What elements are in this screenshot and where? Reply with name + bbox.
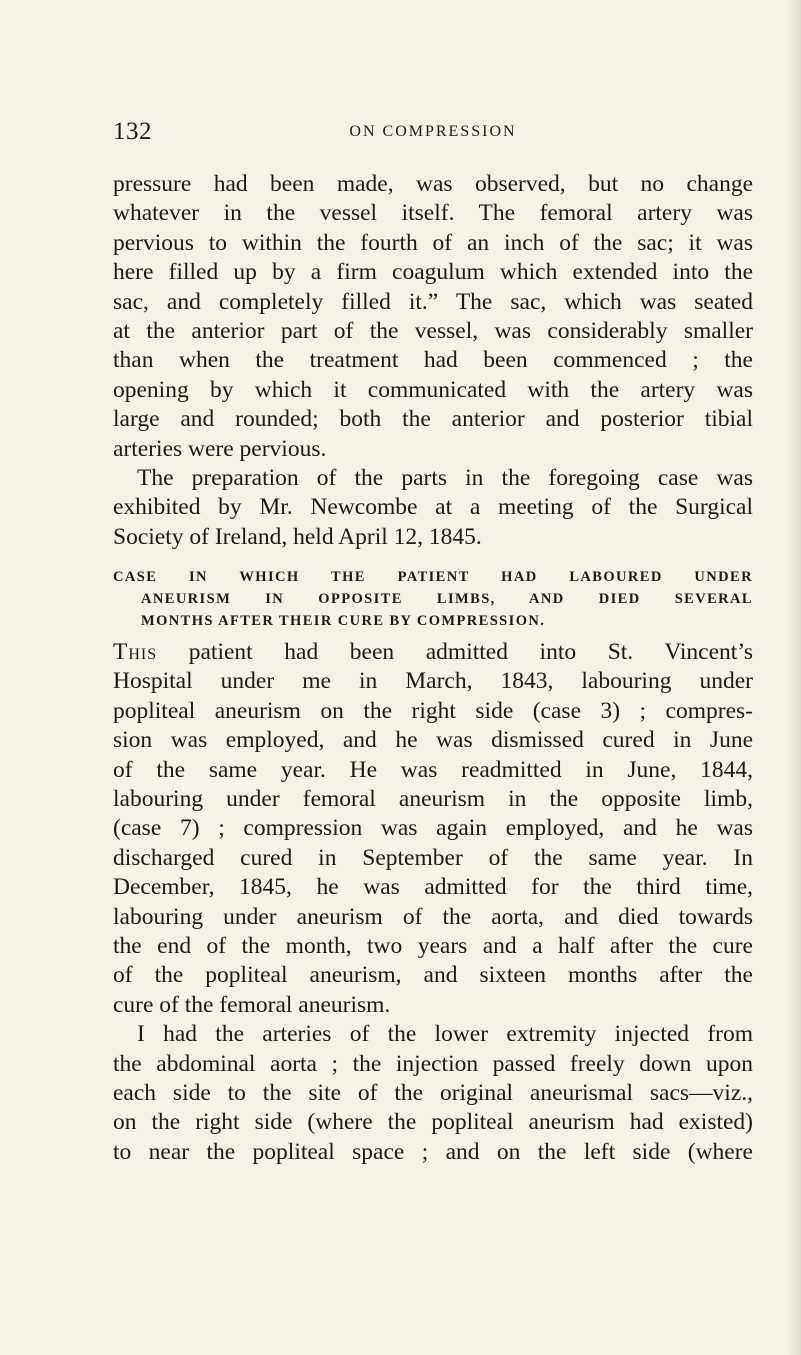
text-line: pervious to within the fourth of an inch of the sac; it was xyxy=(113,229,753,256)
text-line: The preparation of the parts in the foregoing case was xyxy=(137,464,753,491)
text-line: sion was employed, and he was dismissed cured in June xyxy=(113,727,753,754)
text-line: labouring under aneurism of the aorta, and died towards xyxy=(113,903,753,930)
text-line: labouring under femoral aneurism in the opposite limb, xyxy=(113,786,753,813)
text-line: whatever in the vessel itself. The femoral artery was xyxy=(113,200,753,227)
text-line: exhibited by Mr. Newcombe at a meeting of the Surgical xyxy=(113,494,753,521)
body-text xyxy=(113,170,753,1167)
case-heading xyxy=(113,566,753,632)
text-line: of the popliteal aneurism, and sixteen months after the xyxy=(113,962,753,989)
page-edge-shadow xyxy=(787,0,801,1355)
text-line: here filled up by a firm coagulum which extended into the xyxy=(113,259,753,286)
paragraph-2 xyxy=(113,464,753,552)
paragraph-4 xyxy=(113,1020,753,1167)
text-line: of the same year. He was readmitted in June, 1844, xyxy=(113,756,753,783)
text-line: to near the popliteal space ; and on the left side (where xyxy=(113,1138,753,1165)
page-header xyxy=(113,118,753,148)
text-line: pressure had been made, was observed, but no change xyxy=(113,171,753,197)
text-line-first xyxy=(113,638,753,667)
text-line: than when the treatment had been commenced ; the xyxy=(113,347,753,374)
first-line-rest: patient had been admitted into St. Vincent’s xyxy=(157,639,753,666)
text-line: (case 7) ; compression was again employed, and he was xyxy=(113,815,753,842)
text-line: sac, and completely filled it.” The sac, which was seated xyxy=(113,288,753,315)
text-line: at the anterior part of the vessel, was considerably smaller xyxy=(113,317,753,344)
text-line: the abdominal aorta ; the injection passed freely down upon xyxy=(113,1050,753,1077)
text-line: each side to the site of the original aneurismal sacs—viz., xyxy=(113,1079,753,1106)
first-word: This xyxy=(113,639,158,666)
text-line: December, 1845, he was admitted for the third time, xyxy=(113,874,753,901)
text-line: large and rounded; both the anterior and posterior tibial xyxy=(113,406,753,433)
case-heading-line: MONTHS AFTER THEIR CURE BY COMPRESSION. xyxy=(141,613,546,630)
page-number: 132 xyxy=(113,118,152,145)
running-head: ON COMPRESSION xyxy=(349,123,517,140)
text-line: the end of the month, two years and a half after the cure xyxy=(113,932,753,959)
text-line: I had the arteries of the lower extremity injected from xyxy=(137,1021,753,1048)
text-line: opening by which it communicated with the artery was xyxy=(113,376,753,403)
case-heading-line: ANEURISM IN OPPOSITE LIMBS, AND DIED SEVERAL xyxy=(141,591,753,608)
paragraph-3 xyxy=(113,638,753,1020)
text-line: Hospital under me in March, 1843, labouring under xyxy=(113,668,753,695)
text-line: discharged cured in September of the same year. In xyxy=(113,844,753,871)
paragraph-1 xyxy=(113,170,753,464)
text-line: popliteal aneurism on the right side (case 3) ; compres- xyxy=(113,697,753,724)
case-heading-line: CASE IN WHICH THE PATIENT HAD LABOURED UNDER xyxy=(113,569,753,586)
text-line: arteries were pervious. xyxy=(113,435,327,462)
text-line: Society of Ireland, held April 12, 1845. xyxy=(113,523,482,550)
text-line: on the right side (where the popliteal aneurism had existed) xyxy=(113,1109,753,1136)
text-line: cure of the femoral aneurism. xyxy=(113,991,391,1018)
